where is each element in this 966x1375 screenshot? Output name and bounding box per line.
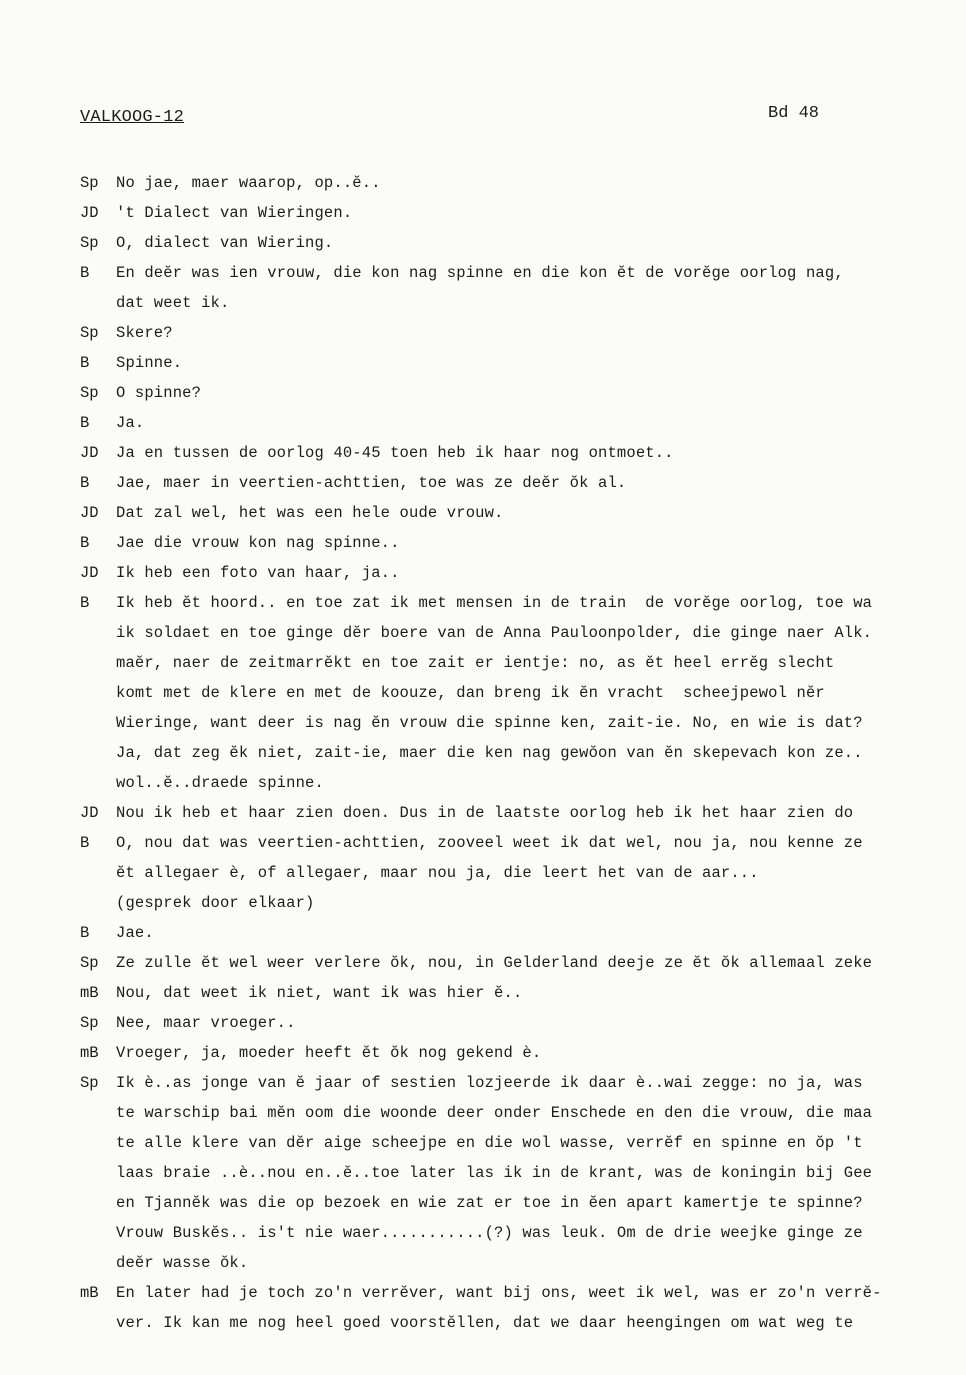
utterance	[116, 1038, 960, 1068]
utterance-line: Ja en tussen de oorlog 40-45 toen heb ik haar nog ontmoet..	[116, 444, 674, 462]
dialogue-turn	[80, 1038, 960, 1068]
speaker-label: Sp	[80, 174, 99, 192]
utterance	[116, 978, 960, 1008]
speaker-label: B	[80, 474, 90, 492]
utterance-line: O spinne?	[116, 384, 202, 402]
speaker-label: B	[80, 534, 90, 552]
utterance-line: te alle klere van dĕr aige scheejpe en die wol wasse, verrĕf en spinne en ŏp 't	[116, 1134, 863, 1152]
speaker-label: B	[80, 414, 90, 432]
utterance	[116, 408, 960, 438]
utterance	[116, 318, 960, 348]
utterance-line: ĕt allegaer è, of allegaer, maar nou ja, die leert het van de aar...	[116, 864, 759, 882]
dialogue-turn	[80, 378, 960, 408]
utterance-line: Spinne.	[116, 354, 183, 372]
utterance-line: dat weet ik.	[116, 294, 230, 312]
utterance-line: (gesprek door elkaar)	[116, 894, 315, 912]
utterance-line: komt met de klere en met de koouze, dan breng ik ĕn vracht scheejpewol nĕr	[116, 684, 825, 702]
utterance-line: te warschip bai mĕn oom die woonde deer onder Enschede en den die vrouw, die maa	[116, 1104, 873, 1122]
utterance-line: Wieringe, want deer is nag ĕn vrouw die spinne ken, zait-ie. No, en wie is dat?	[116, 714, 863, 732]
utterance-line: Jae die vrouw kon nag spinne..	[116, 534, 400, 552]
utterance	[116, 798, 960, 828]
utterance-line: Jae.	[116, 924, 154, 942]
utterance	[116, 1278, 960, 1338]
dialogue-turn	[80, 198, 960, 228]
speaker-label: JD	[80, 804, 99, 822]
utterance-line: Ze zulle ĕt wel weer verlere ŏk, nou, in Gelderland deeje ze ĕt ŏk allemaal zeke	[116, 954, 873, 972]
utterance-line: En deĕr was ien vrouw, die kon nag spinne en die kon ĕt de vorĕge oorlog nag,	[116, 264, 844, 282]
speaker-label: JD	[80, 204, 99, 222]
dialogue-turn	[80, 468, 960, 498]
dialogue-turn	[80, 1068, 960, 1278]
dialogue-turn	[80, 1278, 960, 1338]
utterance-line: Skere?	[116, 324, 173, 342]
utterance-line: Ja.	[116, 414, 145, 432]
utterance	[116, 948, 960, 978]
dialogue-turn	[80, 798, 960, 828]
speaker-label: Sp	[80, 1074, 99, 1092]
utterance-line: Vroeger, ja, moeder heeft ĕt ŏk nog gekend è.	[116, 1044, 542, 1062]
utterance-line: No jae, maer waarop, op..ĕ..	[116, 174, 381, 192]
utterance-line: wol..ĕ..draede spinne.	[116, 774, 324, 792]
utterance	[116, 498, 960, 528]
utterance-line: maĕr, naer de zeitmarrĕkt en toe zait er ientje: no, as ĕt heel errĕg slecht	[116, 654, 835, 672]
speaker-label: mB	[80, 984, 99, 1002]
speaker-label: Sp	[80, 234, 99, 252]
utterance	[116, 378, 960, 408]
dialogue-turn	[80, 978, 960, 1008]
dialogue-turn	[80, 318, 960, 348]
dialogue-turn	[80, 1008, 960, 1038]
utterance-line: laas braie ..è..nou en..ĕ..toe later las ik in de krant, was de koningin bij Gee	[116, 1164, 873, 1182]
dialogue-turn	[80, 528, 960, 558]
dialogue-turn	[80, 168, 960, 198]
speaker-label: Sp	[80, 1014, 99, 1032]
utterance-line: En later had je toch zo'n verrĕver, want bij ons, weet ik wel, was er zo'n verrĕ-	[116, 1284, 882, 1302]
utterance-line: Nou, dat weet ik niet, want ik was hier ĕ..	[116, 984, 523, 1002]
utterance-line: Ik heb een foto van haar, ja..	[116, 564, 400, 582]
utterance	[116, 1008, 960, 1038]
utterance	[116, 258, 960, 318]
utterance	[116, 588, 960, 798]
utterance	[116, 528, 960, 558]
utterance-line: 't Dialect van Wieringen.	[116, 204, 353, 222]
dialogue-turn	[80, 438, 960, 468]
document-id: VALKOOG-12	[80, 108, 185, 127]
utterance-line: O, dialect van Wiering.	[116, 234, 334, 252]
dialogue-turn	[80, 918, 960, 948]
speaker-label: B	[80, 354, 90, 372]
dialogue-turn	[80, 588, 960, 798]
utterance-line: Dat zal wel, het was een hele oude vrouw.	[116, 504, 504, 522]
speaker-label: B	[80, 834, 90, 852]
utterance	[116, 468, 960, 498]
page-reference: Bd 48	[768, 104, 820, 123]
speaker-label: JD	[80, 444, 99, 462]
speaker-label: JD	[80, 504, 99, 522]
utterance-line: Jae, maer in veertien-achttien, toe was ze deĕr ŏk al.	[116, 474, 627, 492]
utterance	[116, 558, 960, 588]
utterance-line: Nee, maar vroeger..	[116, 1014, 296, 1032]
utterance-line: deĕr wasse ŏk.	[116, 1254, 249, 1272]
utterance-line: ik soldaet en toe ginge dĕr boere van de Anna Pauloonpolder, die ginge naer Alk.	[116, 624, 873, 642]
dialogue-turn	[80, 408, 960, 438]
dialogue-turn	[80, 228, 960, 258]
utterance	[116, 348, 960, 378]
dialogue-turn	[80, 348, 960, 378]
dialogue-turn	[80, 948, 960, 978]
utterance	[116, 918, 960, 948]
utterance-line: ver. Ik kan me nog heel goed voorstĕllen, dat we daar heengingen om wat weg te	[116, 1314, 854, 1332]
speaker-label: mB	[80, 1044, 99, 1062]
speaker-label: Sp	[80, 384, 99, 402]
transcript	[80, 168, 960, 1338]
utterance	[116, 228, 960, 258]
dialogue-turn	[80, 828, 960, 918]
speaker-label: Sp	[80, 954, 99, 972]
speaker-label: B	[80, 594, 90, 612]
utterance-line: Ja, dat zeg ĕk niet, zait-ie, maer die ken nag gewŏon van ĕn skepevach kon ze..	[116, 744, 863, 762]
utterance	[116, 438, 960, 468]
speaker-label: B	[80, 924, 90, 942]
utterance-line: Ik è..as jonge van ĕ jaar of sestien lozjeerde ik daar è..wai zegge: no ja, was	[116, 1074, 863, 1092]
utterance	[116, 828, 960, 918]
dialogue-turn	[80, 558, 960, 588]
utterance	[116, 168, 960, 198]
utterance-line: O, nou dat was veertien-achttien, zooveel weet ik dat wel, nou ja, nou kenne ze	[116, 834, 863, 852]
utterance	[116, 1068, 960, 1278]
utterance-line: Vrouw Buskĕs.. is't nie waer...........(?) was leuk. Om de drie weejke ginge ze	[116, 1224, 863, 1242]
speaker-label: B	[80, 264, 90, 282]
utterance-line: Ik heb ĕt hoord.. en toe zat ik met mensen in de train de vorĕge oorlog, toe wa	[116, 594, 873, 612]
dialogue-turn	[80, 498, 960, 528]
speaker-label: JD	[80, 564, 99, 582]
dialogue-turn	[80, 258, 960, 318]
speaker-label: mB	[80, 1284, 99, 1302]
utterance	[116, 198, 960, 228]
utterance-line: en Tjannĕk was die op bezoek en wie zat er toe in ĕen apart kamertje te spinne?	[116, 1194, 863, 1212]
utterance-line: Nou ik heb et haar zien doen. Dus in de laatste oorlog heb ik het haar zien do	[116, 804, 854, 822]
speaker-label: Sp	[80, 324, 99, 342]
